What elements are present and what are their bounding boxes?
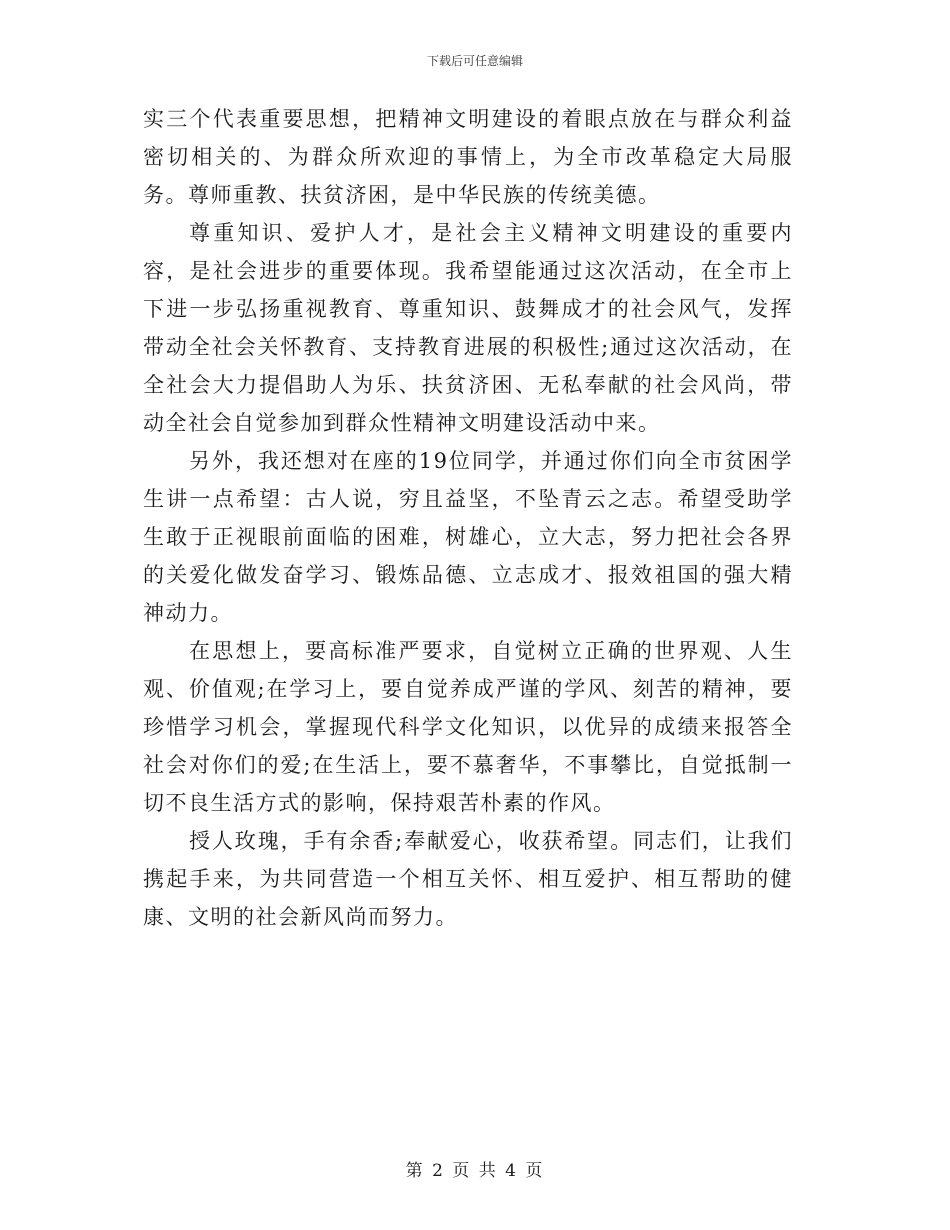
paragraph-continuation: 实三个代表重要思想，把精神文明建设的着眼点放在与群众利益密切相关的、为群众所欢迎的事情上，为全市改革稳定大局服务。尊师重教、扶贫济困，是中华民族的传统美德。 xyxy=(143,107,793,207)
paragraph-ideology-study-life: 在思想上，要高标准严要求，自觉树立正确的世界观、人生观、价值观;在学习上，要自觉养成严谨的学风、刻苦的精神，要珍惜学习机会，掌握现代科学文化知识，以优异的成绩来报答全社会对你们的爱;在生活上，要不慕奢华，不事攀比，自觉抵制一切不良生活方式的影响，保持艰苦朴素的作风。 xyxy=(143,639,793,815)
paragraph-closing: 授人玫瑰，手有余香;奉献爱心，收获希望。同志们，让我们携起手来，为共同营造一个相互关怀、相互爱护、相互帮助的健康、文明的社会新风尚而努力。 xyxy=(143,829,793,929)
document-body xyxy=(143,100,793,936)
page-header: 下载后可任意编辑 xyxy=(426,54,523,68)
paragraph-respect-knowledge: 尊重知识、爱护人才，是社会主义精神文明建设的重要内容，是社会进步的重要体现。我希望能通过这次活动，在全市上下进一步弘扬重视教育、尊重知识、鼓舞成才的社会风气，发挥带动全社会关怀教育、支持教育进展的积极性;通过这次活动，在全社会大力提倡助人为乐、扶贫济困、无私奉献的社会风尚，带动全社会自觉参加到群众性精神文明建设活动中来。 xyxy=(143,221,793,435)
page-number: 第 2 页 共 4 页 xyxy=(405,1161,545,1181)
paragraph-hope-students: 另外，我还想对在座的19位同学，并通过你们向全市贫困学生讲一点希望：古人说，穷且益坚，不坠青云之志。希望受助学生敢于正视眼前面临的困难，树雄心，立大志，努力把社会各界的关爱化做发奋学习、锻炼品德、立志成才、报效祖国的强大精神动力。 xyxy=(143,449,793,625)
